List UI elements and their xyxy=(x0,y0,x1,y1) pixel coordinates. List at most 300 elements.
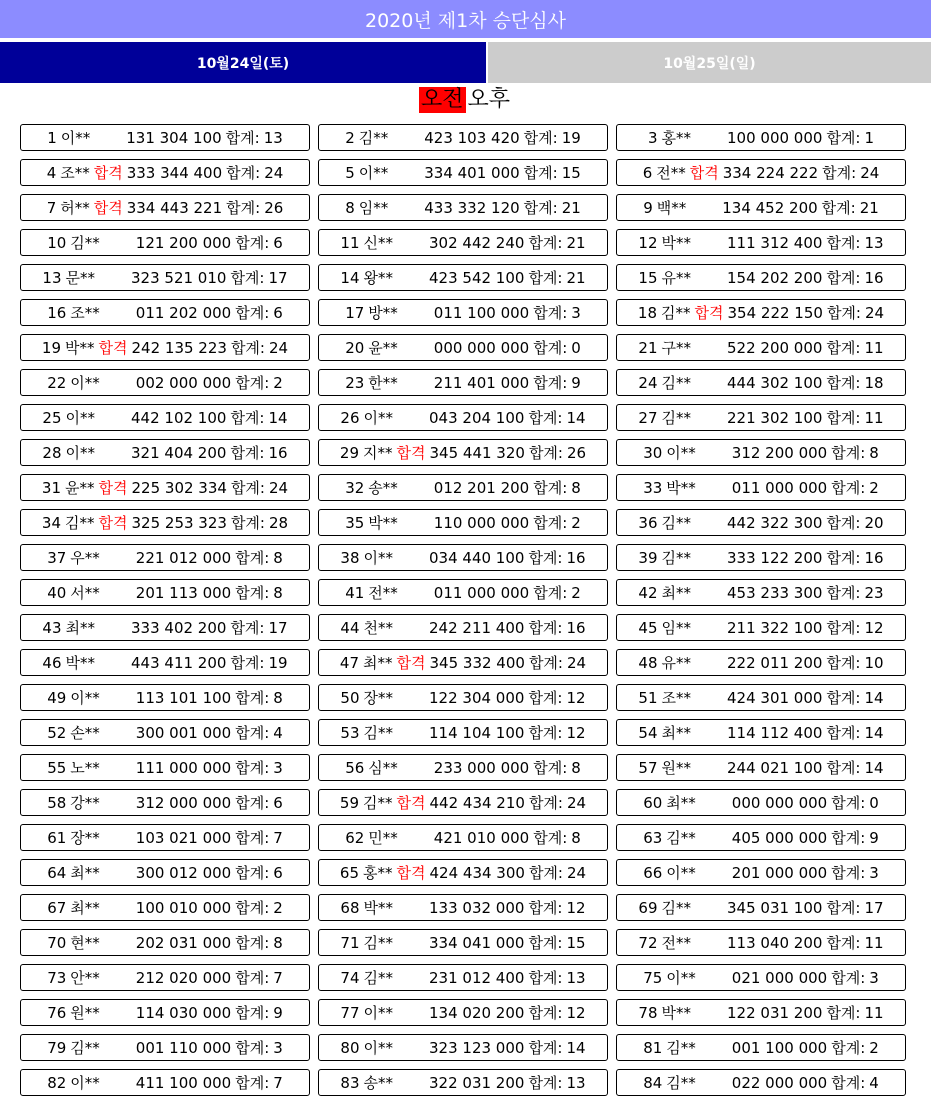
candidate-name: 심** xyxy=(368,759,398,777)
pass-badge: 합격 xyxy=(98,479,128,497)
sum-value: 3 xyxy=(273,1038,283,1057)
candidate-number: 3 xyxy=(647,128,658,147)
sum-label: 합계: xyxy=(235,1004,270,1022)
result-card[interactable] xyxy=(616,929,906,956)
sum-value: 11 xyxy=(864,933,884,952)
sum-label: 합계: xyxy=(523,199,558,217)
candidate-name: 김** xyxy=(363,969,393,987)
result-card[interactable] xyxy=(616,439,906,466)
sum-label: 합계: xyxy=(826,619,861,637)
candidate-number: 9 xyxy=(643,198,653,217)
result-card[interactable] xyxy=(20,649,310,676)
candidate-number: 19 xyxy=(41,338,62,357)
candidate-number: 26 xyxy=(340,408,360,427)
result-card[interactable] xyxy=(616,684,906,711)
candidate-name: 김** xyxy=(661,899,691,917)
tab-oct-25[interactable]: 10월25일(일) xyxy=(488,42,931,83)
result-card[interactable] xyxy=(318,369,608,396)
score-digits: 302 442 240 xyxy=(429,233,525,252)
sum-label: 합계: xyxy=(235,549,270,567)
sum-label: 합계: xyxy=(528,1074,563,1092)
result-card[interactable] xyxy=(616,124,906,151)
result-card[interactable] xyxy=(318,859,608,886)
result-card[interactable] xyxy=(20,439,310,466)
score-digits: 300 001 000 xyxy=(135,723,232,742)
score-digits: 022 000 000 xyxy=(731,1073,828,1092)
candidate-name: 노** xyxy=(70,759,100,777)
candidate-name: 최** xyxy=(70,864,100,882)
candidate-number: 37 xyxy=(47,548,67,567)
candidate-name: 이** xyxy=(666,864,696,882)
sum-value: 24 xyxy=(268,478,289,497)
candidate-name: 윤** xyxy=(368,339,398,357)
result-card[interactable] xyxy=(616,369,906,396)
result-card[interactable] xyxy=(616,999,906,1026)
sum-label: 합계: xyxy=(826,899,861,917)
candidate-number: 80 xyxy=(340,1038,360,1057)
result-card[interactable] xyxy=(20,334,310,361)
sum-label: 합계: xyxy=(230,479,265,497)
candidate-name: 최** xyxy=(661,584,691,602)
score-digits: 131 304 100 xyxy=(126,128,222,147)
candidate-name: 구** xyxy=(661,339,691,357)
result-card[interactable] xyxy=(616,789,906,816)
score-digits: 122 304 000 xyxy=(429,688,525,707)
score-digits: 424 301 000 xyxy=(727,688,823,707)
result-card[interactable] xyxy=(20,859,310,886)
sum-value: 17 xyxy=(268,268,288,287)
score-digits: 121 200 000 xyxy=(135,233,232,252)
sum-label: 합계: xyxy=(528,794,563,812)
result-card[interactable] xyxy=(318,474,608,501)
result-card[interactable] xyxy=(318,929,608,956)
candidate-number: 11 xyxy=(340,233,360,252)
score-digits: 011 202 000 xyxy=(135,303,232,322)
sum-label: 합계: xyxy=(831,479,866,497)
score-digits: 334 041 000 xyxy=(429,933,525,952)
score-digits: 421 010 000 xyxy=(433,828,530,847)
result-card[interactable] xyxy=(318,754,608,781)
result-card[interactable] xyxy=(20,264,310,291)
candidate-number: 70 xyxy=(47,933,67,952)
score-digits: 333 344 400 xyxy=(126,163,223,182)
sum-label: 합계: xyxy=(831,444,866,462)
sum-value: 14 xyxy=(268,408,288,427)
score-digits: 001 110 000 xyxy=(135,1038,232,1057)
result-card[interactable] xyxy=(616,824,906,851)
sum-label: 합계: xyxy=(821,199,856,217)
result-card[interactable] xyxy=(616,544,906,571)
sum-label: 합계: xyxy=(235,1039,270,1057)
result-card[interactable] xyxy=(616,159,906,186)
sum-value: 9 xyxy=(869,828,879,847)
sum-value: 24 xyxy=(864,303,885,322)
result-card[interactable] xyxy=(616,404,906,431)
candidate-name: 박** xyxy=(666,479,696,497)
candidate-name: 원** xyxy=(661,759,691,777)
page-title: 2020년 제1차 승단심사 xyxy=(0,0,931,38)
sum-value: 12 xyxy=(864,618,884,637)
score-digits: 222 011 200 xyxy=(727,653,823,672)
sum-value: 13 xyxy=(864,233,884,252)
score-digits: 114 030 000 xyxy=(135,1003,232,1022)
result-card[interactable] xyxy=(318,159,608,186)
score-digits: 134 452 200 xyxy=(722,198,818,217)
sum-value: 4 xyxy=(273,723,283,742)
sum-label: 합계: xyxy=(230,444,265,462)
sum-label: 합계: xyxy=(822,164,857,182)
sum-label: 합계: xyxy=(528,409,563,427)
result-card[interactable] xyxy=(20,229,310,256)
sum-value: 14 xyxy=(864,758,884,777)
sum-value: 17 xyxy=(864,898,884,917)
score-digits: 012 201 200 xyxy=(433,478,530,497)
sum-value: 16 xyxy=(864,268,884,287)
candidate-name: 이** xyxy=(666,969,696,987)
result-card[interactable] xyxy=(318,649,608,676)
score-digits: 114 104 100 xyxy=(429,723,525,742)
score-digits: 312 000 000 xyxy=(135,793,232,812)
pass-badge: 합격 xyxy=(93,199,123,217)
result-card[interactable] xyxy=(20,509,310,536)
result-card[interactable] xyxy=(318,1034,608,1061)
sum-label: 합계: xyxy=(533,759,568,777)
sum-value: 8 xyxy=(571,758,581,777)
sum-value: 21 xyxy=(566,268,586,287)
result-card[interactable] xyxy=(20,684,310,711)
score-digits: 424 434 300 xyxy=(429,863,525,882)
candidate-name: 김** xyxy=(661,304,691,322)
result-card[interactable] xyxy=(616,964,906,991)
candidate-name: 한** xyxy=(368,374,398,392)
sum-value: 21 xyxy=(566,233,586,252)
score-digits: 345 332 400 xyxy=(429,653,525,672)
candidate-number: 6 xyxy=(642,163,653,182)
sum-value: 7 xyxy=(273,828,283,847)
result-card[interactable] xyxy=(318,124,608,151)
candidate-number: 18 xyxy=(637,303,658,322)
candidate-name: 장** xyxy=(70,829,100,847)
score-digits: 433 332 120 xyxy=(424,198,520,217)
result-card[interactable] xyxy=(20,614,310,641)
candidate-number: 2 xyxy=(345,128,355,147)
sum-label: 합계: xyxy=(225,129,260,147)
result-card[interactable] xyxy=(20,719,310,746)
score-digits: 444 302 100 xyxy=(727,373,823,392)
candidate-name: 임** xyxy=(358,199,389,217)
candidate-name: 원** xyxy=(70,1004,100,1022)
result-card[interactable] xyxy=(20,544,310,571)
result-card[interactable] xyxy=(20,1034,310,1061)
candidate-name: 민** xyxy=(368,829,398,847)
score-digits: 001 100 000 xyxy=(731,1038,828,1057)
result-card[interactable] xyxy=(318,299,608,326)
sum-label: 합계: xyxy=(528,689,563,707)
candidate-number: 54 xyxy=(638,723,658,742)
result-card[interactable] xyxy=(318,579,608,606)
candidate-name: 현** xyxy=(70,934,100,952)
score-digits: 333 402 200 xyxy=(131,618,227,637)
result-card[interactable] xyxy=(616,719,906,746)
score-digits: 043 204 100 xyxy=(429,408,525,427)
sum-label: 합계: xyxy=(533,829,568,847)
candidate-number: 44 xyxy=(340,618,360,637)
sum-label: 합계: xyxy=(826,689,861,707)
result-card[interactable] xyxy=(20,754,310,781)
result-card[interactable] xyxy=(616,474,906,501)
session-afternoon[interactable]: 오후 xyxy=(467,87,511,112)
candidate-name: 박** xyxy=(661,234,691,252)
sum-label: 합계: xyxy=(523,164,558,182)
score-digits: 211 322 100 xyxy=(727,618,823,637)
sum-label: 합계: xyxy=(826,584,861,602)
candidate-number: 76 xyxy=(47,1003,67,1022)
sum-label: 합계: xyxy=(528,269,563,287)
candidate-name: 김** xyxy=(65,514,95,532)
score-digits: 242 135 223 xyxy=(131,338,227,357)
sum-value: 24 xyxy=(566,863,587,882)
result-card[interactable] xyxy=(616,509,906,536)
sum-value: 10 xyxy=(864,653,884,672)
candidate-name: 왕** xyxy=(363,269,393,287)
score-digits: 113 101 100 xyxy=(135,688,232,707)
candidate-number: 63 xyxy=(643,828,663,847)
sum-label: 합계: xyxy=(826,549,861,567)
result-card[interactable] xyxy=(616,299,906,326)
result-card[interactable] xyxy=(318,194,608,221)
sum-value: 24 xyxy=(566,653,587,672)
candidate-name: 허** xyxy=(60,199,90,217)
candidate-number: 83 xyxy=(340,1073,360,1092)
sum-label: 합계: xyxy=(831,969,866,987)
sum-label: 합계: xyxy=(528,549,563,567)
session-morning[interactable]: 오전 xyxy=(420,87,464,112)
candidate-name: 유** xyxy=(661,654,691,672)
result-card[interactable] xyxy=(20,369,310,396)
candidate-name: 이** xyxy=(363,409,393,427)
sum-value: 24 xyxy=(268,338,289,357)
result-card[interactable] xyxy=(20,474,310,501)
result-card[interactable] xyxy=(20,579,310,606)
sum-label: 합계: xyxy=(230,654,265,672)
candidate-number: 28 xyxy=(42,443,62,462)
candidate-name: 송** xyxy=(368,479,398,497)
candidate-number: 84 xyxy=(643,1073,663,1092)
score-digits: 202 031 000 xyxy=(135,933,232,952)
result-card[interactable] xyxy=(616,579,906,606)
candidate-name: 조** xyxy=(661,689,691,707)
sum-label: 합계: xyxy=(826,1004,861,1022)
candidate-name: 이** xyxy=(363,549,393,567)
candidate-name: 이** xyxy=(60,129,91,147)
sum-value: 16 xyxy=(864,548,884,567)
candidate-name: 문** xyxy=(65,269,95,287)
result-card[interactable] xyxy=(318,719,608,746)
candidate-number: 12 xyxy=(638,233,658,252)
result-card[interactable] xyxy=(20,404,310,431)
result-card[interactable] xyxy=(318,684,608,711)
sum-label: 합계: xyxy=(826,409,861,427)
result-card[interactable] xyxy=(20,894,310,921)
sum-label: 합계: xyxy=(235,1074,270,1092)
candidate-number: 41 xyxy=(345,583,365,602)
result-card[interactable] xyxy=(616,1069,906,1096)
result-card[interactable] xyxy=(616,194,906,221)
sum-label: 합계: xyxy=(235,689,270,707)
candidate-number: 39 xyxy=(638,548,658,567)
candidate-number: 64 xyxy=(47,863,67,882)
result-card[interactable] xyxy=(20,1069,310,1096)
candidate-number: 81 xyxy=(643,1038,663,1057)
score-digits: 323 123 000 xyxy=(429,1038,525,1057)
sum-value: 14 xyxy=(566,408,586,427)
sum-label: 합계: xyxy=(230,514,265,532)
sum-value: 24 xyxy=(264,163,284,182)
result-card[interactable] xyxy=(318,789,608,816)
result-card[interactable] xyxy=(318,404,608,431)
score-digits: 002 000 000 xyxy=(135,373,232,392)
score-digits: 242 211 400 xyxy=(429,618,525,637)
pass-badge: 합격 xyxy=(396,864,426,882)
candidate-name: 신** xyxy=(363,234,393,252)
sum-label: 합계: xyxy=(831,864,866,882)
sum-value: 16 xyxy=(566,618,586,637)
result-card[interactable] xyxy=(20,299,310,326)
result-card[interactable] xyxy=(616,894,906,921)
candidate-number: 23 xyxy=(345,373,365,392)
sum-label: 합계: xyxy=(235,759,270,777)
result-card[interactable] xyxy=(616,1034,906,1061)
result-card[interactable] xyxy=(318,334,608,361)
candidate-name: 이** xyxy=(65,444,95,462)
candidate-number: 60 xyxy=(643,793,663,812)
result-card[interactable] xyxy=(318,544,608,571)
candidate-name: 장** xyxy=(363,689,393,707)
tab-oct-24[interactable]: 10월24일(토) xyxy=(0,42,486,83)
sum-label: 합계: xyxy=(826,654,861,672)
result-card[interactable] xyxy=(616,334,906,361)
candidate-name: 백** xyxy=(656,199,687,217)
candidate-number: 5 xyxy=(345,163,355,182)
sum-value: 4 xyxy=(869,1073,879,1092)
candidate-number: 48 xyxy=(638,653,658,672)
candidate-name: 김** xyxy=(666,1039,696,1057)
result-card[interactable] xyxy=(20,124,310,151)
candidate-name: 이** xyxy=(65,409,95,427)
score-digits: 211 401 000 xyxy=(433,373,530,392)
score-digits: 334 443 221 xyxy=(126,198,223,217)
candidate-number: 69 xyxy=(638,898,658,917)
score-digits: 103 021 000 xyxy=(135,828,232,847)
candidate-number: 25 xyxy=(42,408,62,427)
candidate-number: 22 xyxy=(47,373,67,392)
sum-label: 합계: xyxy=(226,199,261,217)
sum-label: 합계: xyxy=(235,724,270,742)
candidate-number: 51 xyxy=(638,688,658,707)
result-card[interactable] xyxy=(616,614,906,641)
result-card[interactable] xyxy=(318,1069,608,1096)
score-digits: 114 112 400 xyxy=(727,723,823,742)
score-digits: 453 233 300 xyxy=(727,583,823,602)
candidate-number: 61 xyxy=(47,828,67,847)
result-card[interactable] xyxy=(318,229,608,256)
sum-value: 15 xyxy=(561,163,581,182)
result-card[interactable] xyxy=(616,264,906,291)
result-card[interactable] xyxy=(20,159,310,186)
result-card[interactable] xyxy=(318,509,608,536)
result-card[interactable] xyxy=(616,229,906,256)
candidate-number: 62 xyxy=(345,828,365,847)
result-card[interactable] xyxy=(616,649,906,676)
result-card[interactable] xyxy=(318,439,608,466)
sum-label: 합계: xyxy=(528,1039,563,1057)
score-digits: 442 434 210 xyxy=(429,793,525,812)
result-card[interactable] xyxy=(616,859,906,886)
candidate-name: 최** xyxy=(363,654,393,672)
result-card[interactable] xyxy=(20,964,310,991)
score-digits: 334 401 000 xyxy=(424,163,520,182)
sum-value: 18 xyxy=(864,373,884,392)
candidate-name: 김** xyxy=(363,794,393,812)
score-digits: 122 031 200 xyxy=(727,1003,823,1022)
sum-label: 합계: xyxy=(528,654,563,672)
pass-badge: 합격 xyxy=(694,304,724,322)
candidate-number: 68 xyxy=(340,898,360,917)
result-card[interactable] xyxy=(20,789,310,816)
candidate-name: 박** xyxy=(661,1004,691,1022)
sum-value: 3 xyxy=(571,303,581,322)
candidate-number: 20 xyxy=(345,338,365,357)
score-digits: 312 200 000 xyxy=(731,443,828,462)
candidate-number: 16 xyxy=(47,303,67,322)
sum-label: 합계: xyxy=(831,1074,866,1092)
result-card[interactable] xyxy=(20,824,310,851)
sum-label: 합계: xyxy=(528,724,563,742)
score-digits: 221 302 100 xyxy=(727,408,823,427)
candidate-number: 1 xyxy=(47,128,57,147)
score-digits: 133 032 000 xyxy=(429,898,525,917)
candidate-number: 43 xyxy=(42,618,62,637)
result-card[interactable] xyxy=(318,964,608,991)
result-card[interactable] xyxy=(20,929,310,956)
result-card[interactable] xyxy=(318,824,608,851)
score-digits: 244 021 100 xyxy=(727,758,823,777)
result-card[interactable] xyxy=(318,894,608,921)
candidate-number: 59 xyxy=(339,793,360,812)
result-card[interactable] xyxy=(616,754,906,781)
result-card[interactable] xyxy=(318,614,608,641)
candidate-name: 김** xyxy=(666,1074,696,1092)
sum-value: 21 xyxy=(859,198,879,217)
sum-value: 8 xyxy=(571,478,581,497)
result-card[interactable] xyxy=(20,999,310,1026)
candidate-name: 윤** xyxy=(65,479,95,497)
result-card[interactable] xyxy=(318,999,608,1026)
result-card[interactable] xyxy=(318,264,608,291)
candidate-name: 김** xyxy=(661,374,691,392)
score-digits: 411 100 000 xyxy=(135,1073,232,1092)
candidate-name: 이** xyxy=(358,164,389,182)
sum-value: 2 xyxy=(869,478,879,497)
sum-value: 9 xyxy=(571,373,581,392)
candidate-number: 29 xyxy=(339,443,360,462)
session-selector xyxy=(0,86,931,114)
sum-value: 14 xyxy=(864,688,884,707)
candidate-number: 45 xyxy=(638,618,658,637)
result-card[interactable] xyxy=(20,194,310,221)
candidate-name: 서** xyxy=(70,584,100,602)
candidate-name: 방** xyxy=(368,304,398,322)
